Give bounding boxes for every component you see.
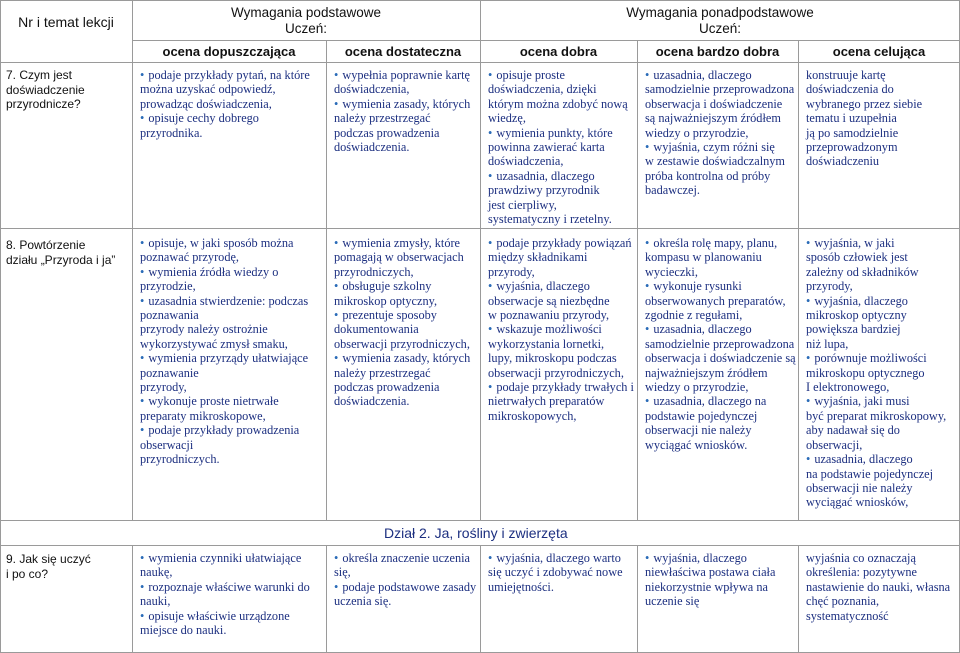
requirement-line: wiedzę,: [488, 111, 526, 126]
requirement-bullet-line: • wskazuje możliwości: [488, 322, 635, 336]
requirement-bullet-line: • wymienia zasady, których: [334, 351, 478, 365]
requirement-line: preparaty mikroskopowe,: [140, 408, 266, 423]
requirement-bullet-line: • obsługuje szkolny: [334, 279, 478, 293]
requirement-bullet-line: • wyjaśnia, dlaczego: [645, 551, 797, 565]
requirement-line: obserwacja i doświadczenie są: [645, 351, 796, 366]
requirement-bullet-line: • określa rolę mapy, planu,: [645, 236, 797, 250]
requirement-line: miejsce do nauki.: [140, 623, 227, 638]
requirement-line: doświadczeniu: [806, 154, 880, 169]
requirement-line: określenia: pozytywne: [806, 565, 917, 580]
requirement-line: konstruuje kartę: [806, 68, 886, 82]
requirement-line: prawdziwy przyrodnik: [488, 183, 600, 198]
requirements-cell: [140, 236, 324, 467]
requirement-line: przyrodzie,: [140, 279, 196, 294]
requirement-bullet-line: • uzasadnia stwierdzenie: podczas: [140, 294, 324, 308]
requirement-line: nauki,: [140, 594, 171, 609]
requirement-bullet-line: • wyjaśnia, jaki musi: [806, 394, 958, 408]
requirement-line: mikroskopowych,: [488, 408, 577, 423]
requirement-bullet-line: • wyjaśnia, dlaczego: [806, 294, 958, 308]
requirement-line: się uczyć i zdobywać nowe: [488, 565, 623, 580]
grade-header-4: ocena bardzo dobra: [655, 44, 780, 59]
col-line-4b: [637, 545, 638, 653]
requirement-bullet-line: • uzasadnia, dlaczego: [488, 169, 635, 183]
requirement-line: należy przestrzegać: [334, 365, 431, 380]
requirement-line: nietrwałych preparatów: [488, 394, 605, 409]
requirement-line: obserwacje są niezbędne: [488, 293, 610, 308]
requirement-bullet-line: • podaje przykłady prowadzenia: [140, 423, 324, 437]
requirement-line: najważniejszym źródłem: [645, 365, 768, 380]
requirement-line: kompasu w planowaniu: [645, 250, 762, 265]
requirement-bullet-line: • opisuje właściwie urządzone: [140, 609, 324, 623]
requirement-line: niż lupa,: [806, 336, 849, 351]
lesson-topic-8: 8. Powtórzenie działu „Przyroda i ja”: [6, 238, 116, 267]
requirement-bullet-line: • wymienia źródła wiedzy o: [140, 265, 324, 279]
advanced-requirements-title: Wymagania ponadpodstawowe: [626, 5, 814, 20]
requirement-bullet-line: • rozpoznaje właściwe warunki do: [140, 580, 324, 594]
requirement-line: wykorzystywać zmysł smaku,: [140, 336, 288, 351]
grade-header-1: ocena dopuszczająca: [162, 44, 296, 59]
section-title: Dział 2. Ja, rośliny i zwierzęta: [384, 525, 568, 541]
basic-requirements-title: Wymagania podstawowe: [231, 5, 381, 20]
requirement-bullet-line: • wymienia zmysły, które: [334, 236, 478, 250]
requirement-bullet-line: • wyjaśnia, czym różni się: [645, 140, 797, 154]
requirement-bullet-line: • wymienia czynniki ułatwiające: [140, 551, 324, 565]
grade-header-5: ocena celująca: [832, 44, 926, 59]
lesson-topic-9: 9. Jak się uczyć i po co?: [6, 552, 91, 581]
requirement-bullet-line: • wykonuje rysunki: [645, 279, 797, 293]
requirement-line: mikroskop optyczny,: [334, 293, 438, 308]
requirement-line: obserwacji przyrodniczych,: [488, 365, 624, 380]
requirements-cell: [645, 551, 797, 609]
requirement-line: jest cierpliwy,: [488, 197, 557, 212]
col-line-2b: [326, 545, 327, 653]
requirement-line: wiedzy o przyrodzie,: [645, 380, 749, 395]
requirement-line: obserwacji,: [806, 437, 863, 452]
row-divider-2: [0, 520, 960, 521]
border-left: [0, 0, 1, 653]
requirement-line: doświadczenia, dzięki: [488, 82, 597, 97]
requirement-line: wycieczki,: [645, 264, 698, 279]
requirement-line: można uzyskać odpowiedź,: [140, 82, 276, 97]
requirement-line: dokumentowania: [334, 322, 419, 337]
topic-column-header: Nr i temat lekcji: [18, 14, 114, 30]
requirement-line: obserwacja i doświadczenie: [645, 96, 783, 111]
requirement-line: prowadząc doświadczenia,: [140, 96, 272, 111]
advanced-requirements-subtitle: Uczeń:: [698, 21, 742, 36]
requirement-line: zgodnie z regułami,: [645, 308, 743, 323]
requirement-bullet-line: • uzasadnia, dlaczego: [645, 322, 797, 336]
requirement-line: obserwacji nie należy: [806, 480, 913, 495]
requirement-line: zależny od składników: [806, 264, 919, 279]
basic-requirements-subtitle: Uczeń:: [284, 21, 328, 36]
requirement-line: umiejętności.: [488, 579, 554, 594]
requirement-line: podczas prowadzenia: [334, 125, 440, 140]
requirement-bullet-line: • uzasadnia, dlaczego na: [645, 394, 797, 408]
requirement-line: systematyczny i rzetelny.: [488, 212, 612, 227]
col-line-5: [798, 40, 799, 520]
requirement-line: powinna zawierać karta: [488, 140, 605, 155]
requirement-bullet-line: • opisuje cechy dobrego: [140, 111, 324, 125]
requirement-line: tematu i uzupełnia: [806, 111, 897, 126]
requirement-line: doświadczenia.: [334, 140, 410, 155]
requirement-line: doświadczenia,: [334, 82, 410, 97]
requirements-cell: [140, 551, 324, 637]
requirement-line: uczenia się.: [334, 594, 392, 609]
requirement-line: wyciągać wniosków,: [806, 495, 909, 510]
requirement-line: I elektronowego,: [806, 380, 890, 395]
requirement-line: doświadczenia.: [334, 394, 410, 409]
requirement-line: ją po samodzielnie: [806, 125, 899, 140]
advanced-requirements-header: [480, 5, 960, 37]
requirement-bullet-line: • podaje podstawowe zasady: [334, 580, 478, 594]
requirement-line: doświadczenia,: [488, 154, 564, 169]
requirement-line: niekorzystnie wpływa na: [645, 579, 768, 594]
requirements-cell: [488, 68, 635, 226]
requirement-line: podczas prowadzenia: [334, 380, 440, 395]
requirement-line: próba kontrolna od próby: [645, 168, 771, 183]
requirement-line: być preparat mikroskopowy,: [806, 408, 947, 423]
requirement-line: w poznawaniu przyrody,: [488, 308, 610, 323]
requirement-line: obserwacji: [140, 437, 194, 452]
requirement-line: przeprowadzonym: [806, 140, 898, 155]
basic-requirements-header: [132, 5, 480, 37]
requirement-line: należy przestrzegać: [334, 111, 431, 126]
col-line-4: [637, 40, 638, 520]
requirement-line: systematyczność: [806, 608, 889, 623]
requirement-line: wykorzystania lornetki,: [488, 336, 605, 351]
col-line-1b: [132, 545, 133, 653]
requirement-line: przyrodniczych,: [334, 264, 414, 279]
requirements-cell: [488, 236, 635, 423]
requirement-bullet-line: • wyjaśnia, w jaki: [806, 236, 958, 250]
requirement-line: naukę,: [140, 565, 173, 580]
col-line-2: [326, 40, 327, 520]
requirement-line: w zestawie doświadczalnym: [645, 154, 785, 169]
requirement-line: poznawanie: [140, 365, 199, 380]
requirement-bullet-line: • podaje przykłady powiązań: [488, 236, 635, 250]
requirement-line: przyrody,: [488, 264, 535, 279]
requirement-line: są najważniejszym źródłem: [645, 111, 781, 126]
requirement-line: podstawie pojedynczej: [645, 408, 758, 423]
requirement-line: uczenie się: [645, 594, 700, 609]
requirement-bullet-line: • opisuje proste: [488, 68, 635, 82]
requirement-line: doświadczenia do: [806, 82, 894, 97]
requirement-bullet-line: • określa znaczenie uczenia: [334, 551, 478, 565]
requirement-bullet-line: • uzasadnia, dlaczego: [645, 68, 797, 82]
requirement-line: aby nadawał się do: [806, 423, 900, 438]
requirements-cell: [645, 236, 797, 452]
requirements-cell: [140, 68, 324, 140]
requirement-line: poznawać przyrodę,: [140, 250, 240, 265]
requirement-line: badawczej.: [645, 183, 700, 198]
col-line-1: [132, 0, 133, 520]
lesson-topic-7: 7. Czym jest doświadczenie przyrodnicze?: [6, 68, 85, 111]
requirement-line: niewłaściwa postawa ciała: [645, 565, 776, 580]
requirement-line: powiększa bardziej: [806, 322, 901, 337]
requirements-cell: [334, 236, 478, 409]
requirement-bullet-line: • podaje przykłady pytań, na które: [140, 68, 324, 82]
requirement-line: przyrody należy ostrożnie: [140, 322, 268, 337]
requirement-line: na podstawie pojedynczej: [806, 466, 934, 481]
requirement-line: poznawania: [140, 308, 199, 323]
requirement-bullet-line: • opisuje, w jaki sposób można: [140, 236, 324, 250]
requirement-bullet-line: • prezentuje sposoby: [334, 308, 478, 322]
requirement-line: wybranego przez siebie: [806, 96, 923, 111]
col-line-5b: [798, 545, 799, 653]
requirement-line: obserwowanych preparatów,: [645, 293, 786, 308]
requirements-cell: [645, 68, 797, 198]
requirement-line: przyrodnika.: [140, 125, 203, 140]
requirement-line: samodzielnie przeprowadzona: [645, 336, 795, 351]
requirement-line: przyrody,: [806, 279, 853, 294]
requirements-cell: [334, 68, 478, 154]
requirement-line: mikroskopu optycznego: [806, 365, 925, 380]
requirement-bullet-line: • wykonuje proste nietrwałe: [140, 394, 324, 408]
requirement-line: którym można zdobyć nową: [488, 96, 628, 111]
grade-header-3: ocena dobra: [519, 44, 598, 59]
requirements-cell: [806, 236, 958, 510]
requirement-line: obserwacji przyrodniczych,: [334, 336, 470, 351]
requirement-line: pomagają w obserwacjach: [334, 250, 464, 265]
requirement-bullet-line: • wymienia punkty, które: [488, 126, 635, 140]
requirement-line: mikroskop optyczny: [806, 308, 907, 323]
requirement-bullet-line: • wyjaśnia, dlaczego: [488, 279, 635, 293]
requirement-line: wiedzy o przyrodzie,: [645, 125, 749, 140]
requirement-bullet-line: • wymienia zasady, których: [334, 97, 478, 111]
requirement-line: lupy, mikroskopu podczas: [488, 351, 617, 366]
requirement-line: obserwacji nie należy: [645, 423, 752, 438]
requirement-bullet-line: • wymienia przyrządy ułatwiające: [140, 351, 324, 365]
requirement-bullet-line: • wypełnia poprawnie kartę: [334, 68, 478, 82]
requirement-line: się,: [334, 565, 351, 580]
requirements-cell: [334, 551, 478, 609]
requirements-cell: [488, 551, 635, 594]
requirement-bullet-line: • wyjaśnia, dlaczego warto: [488, 551, 635, 565]
header-divider: [132, 40, 960, 41]
requirement-bullet-line: • podaje przykłady trwałych i: [488, 380, 635, 394]
requirement-line: sposób człowiek jest: [806, 250, 908, 265]
requirement-line: przyrody,: [140, 380, 187, 395]
grade-header-2: ocena dostateczna: [344, 44, 462, 59]
requirement-bullet-line: • porównuje możliwości: [806, 351, 958, 365]
requirement-line: między składnikami: [488, 250, 588, 265]
requirement-line: wyjaśnia co oznaczają: [806, 551, 916, 565]
requirements-cell: [806, 68, 958, 169]
requirements-cell: [806, 551, 958, 623]
requirement-bullet-line: • uzasadnia, dlaczego: [806, 452, 958, 466]
requirement-line: samodzielnie przeprowadzona: [645, 82, 795, 97]
requirement-line: przyrodniczych.: [140, 452, 220, 467]
requirement-line: wyciągać wniosków.: [645, 437, 748, 452]
requirement-line: nastawienie do nauki, własna: [806, 579, 951, 594]
col-line-3: [480, 0, 481, 520]
col-line-3b: [480, 545, 481, 653]
requirement-line: chęć poznania,: [806, 594, 880, 609]
